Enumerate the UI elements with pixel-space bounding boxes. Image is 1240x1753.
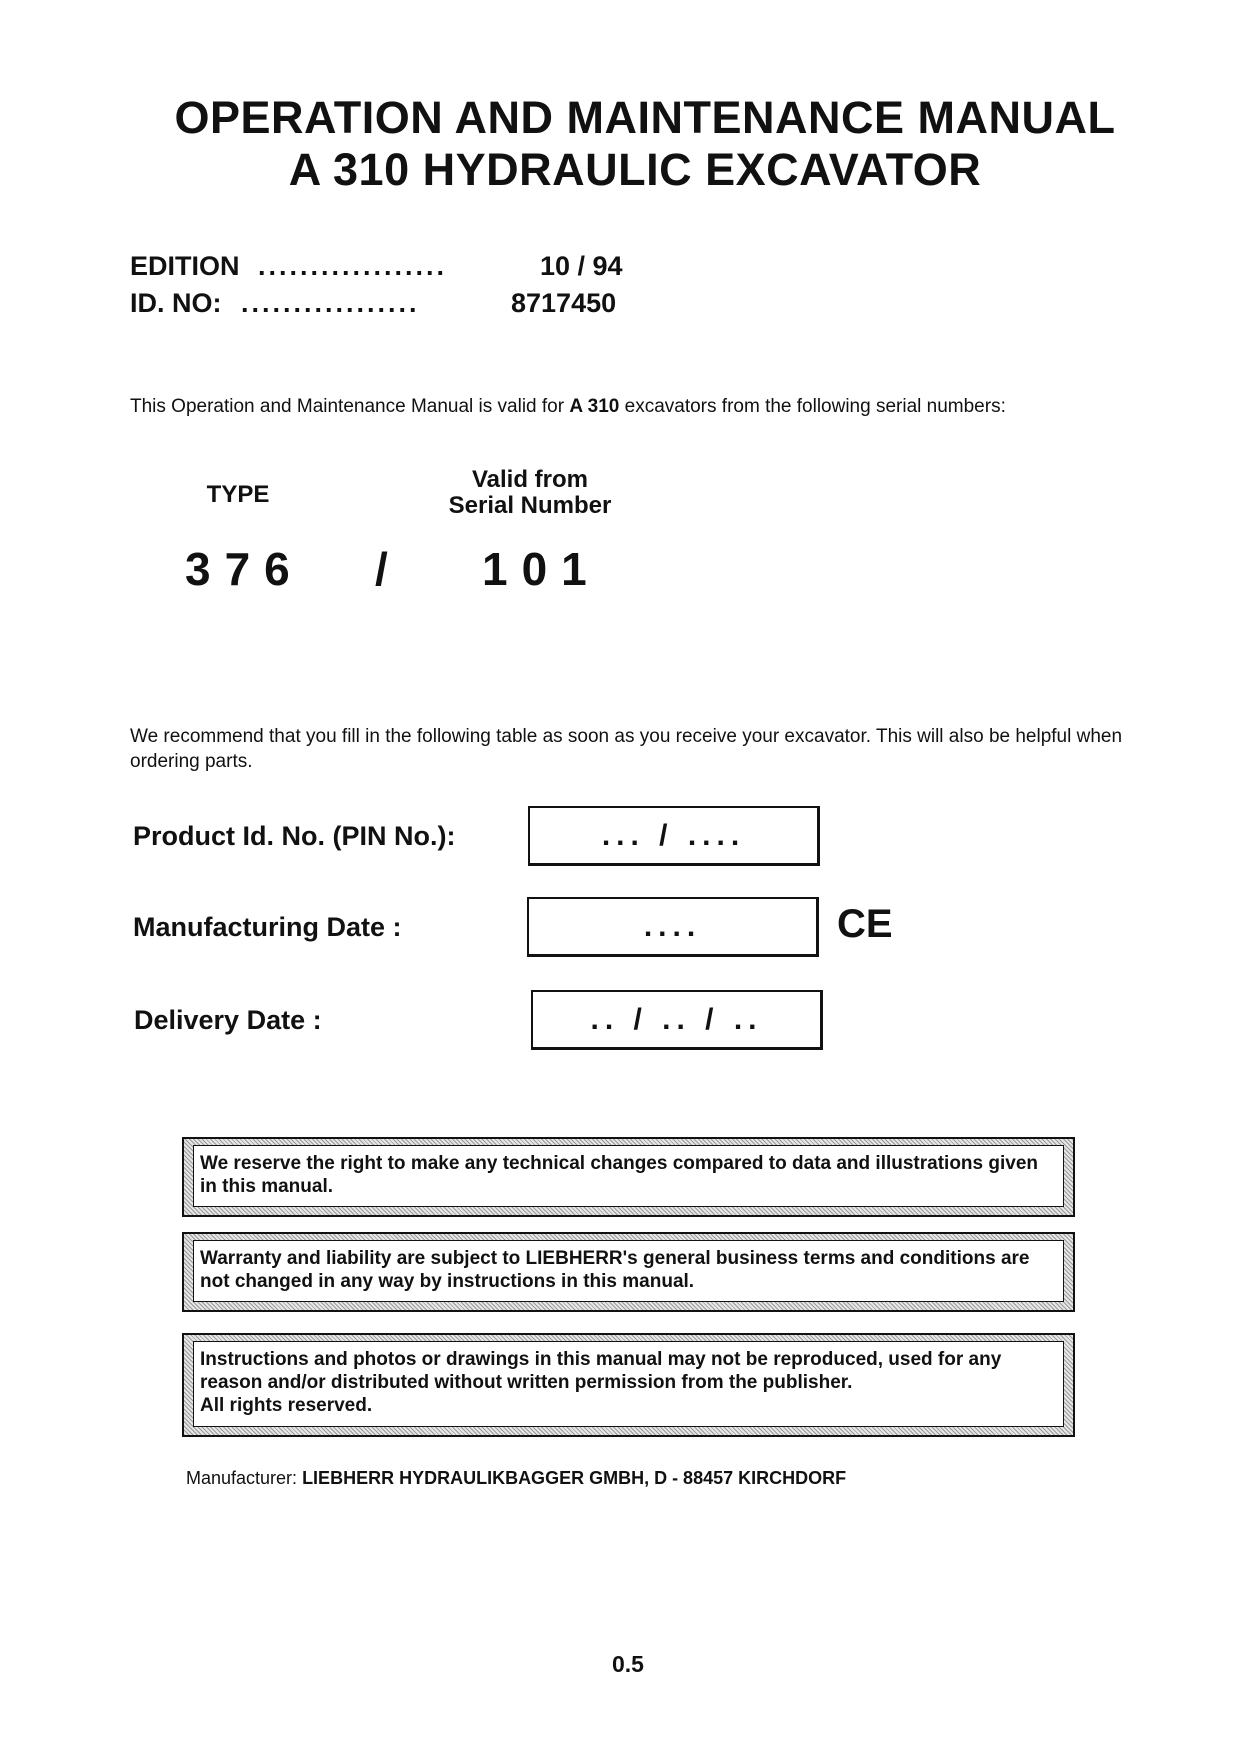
- manufacturing-date-label: Manufacturing Date :: [133, 912, 402, 942]
- fill-in-recommendation: We recommend that you fill in the following table as soon as you receive your excavator. This will also be helpful when ordering parts.: [130, 726, 1123, 772]
- validity-intro-model: A 310: [569, 396, 620, 417]
- delivery-date-field[interactable]: .. / .. / ..: [531, 990, 823, 1050]
- edition-value: 10 / 94: [540, 251, 623, 281]
- title-line-2: A 310 HYDRAULIC EXCAVATOR: [288, 144, 982, 195]
- notice-box-warranty: [182, 1232, 1075, 1312]
- pin-field[interactable]: ... / ....: [528, 806, 820, 866]
- serial-value: 101: [482, 543, 601, 595]
- manufacturer-name: LIEBHERR HYDRAULIKBAGGER GMBH, D - 88457 KIRCHDORF: [302, 1468, 847, 1488]
- edition-leader-dots: ..................: [258, 251, 448, 281]
- validity-intro-prefix: This Operation and Maintenance Manual is valid for: [130, 396, 570, 417]
- notice-box-copyright: [182, 1333, 1075, 1437]
- page-number: 0.5: [612, 1651, 644, 1677]
- serial-header-line-2: Serial Number: [448, 492, 612, 519]
- pin-label: Product Id. No. (PIN No.):: [133, 821, 456, 851]
- type-column-header: TYPE: [206, 481, 270, 508]
- id-number-label: ID. NO:: [130, 288, 222, 318]
- notice-box-technical-changes: [182, 1137, 1075, 1217]
- manufacturing-date-field[interactable]: ....: [527, 897, 819, 957]
- validity-intro-suffix: excavators from the following serial numbers:: [619, 396, 1006, 417]
- validity-intro: [130, 397, 1006, 416]
- serial-column-header: [420, 467, 640, 519]
- ce-mark: CE: [837, 902, 893, 946]
- manufacturer-label: Manufacturer:: [186, 1468, 303, 1488]
- notice-text: Instructions and photos or drawings in this manual may not be reproduced, used for any reason and/or distributed without written permission from the publisher. All rights reserved.: [193, 1341, 1064, 1427]
- edition-label: EDITION: [130, 251, 240, 281]
- delivery-date-label: Delivery Date :: [134, 1005, 322, 1035]
- id-number-leader-dots: .................: [241, 288, 420, 318]
- notice-text: We reserve the right to make any technical changes compared to data and illustrations given in this manual.: [193, 1145, 1064, 1207]
- type-value: 376: [185, 543, 304, 595]
- type-serial-separator: /: [375, 543, 388, 595]
- id-number-value: 8717450: [511, 288, 617, 318]
- serial-header-line-1: Valid from: [471, 466, 589, 493]
- manufacturer-line: [186, 1469, 846, 1487]
- notice-text: Warranty and liability are subject to LIEBHERR's general business terms and conditions are not changed in any way by instructions in this manual.: [193, 1240, 1064, 1302]
- title-line-1: OPERATION AND MAINTENANCE MANUAL: [174, 92, 1116, 143]
